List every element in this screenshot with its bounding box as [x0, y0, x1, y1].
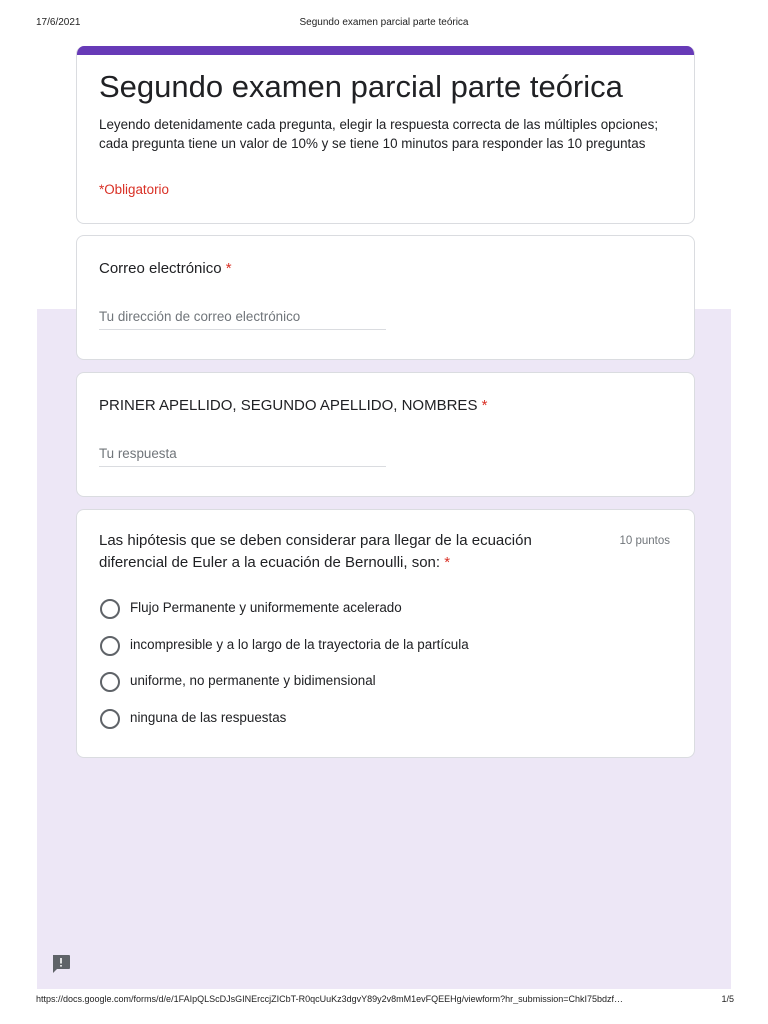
required-asterisk: *	[481, 397, 488, 414]
question-text: PRINER APELLIDO, SEGUNDO APELLIDO, NOMBRES	[99, 397, 478, 414]
question-label-name	[99, 395, 487, 417]
radio-option-label: Flujo Permanente y uniformemente acelerado	[130, 600, 402, 615]
question-points: 10 puntos	[619, 535, 670, 547]
question-label-email	[99, 258, 232, 280]
form-description: Leyendo detenidamente cada pregunta, elegir la respuesta correcta de las múltiples opciones; cada pregunta tiene un valor de 10% y se tiene 10 minutos para responder las 10 preguntas	[99, 117, 659, 151]
email-input[interactable]: Tu dirección de correo electrónico	[99, 308, 386, 330]
radio-option-label: incompresible y a lo largo de la trayectoria de la partícula	[130, 636, 469, 652]
question-text: Correo electrónico	[99, 260, 222, 277]
question-card-bernoulli	[76, 509, 695, 758]
form-title: Segundo examen parcial parte teórica	[99, 69, 623, 104]
radio-button[interactable]	[100, 599, 120, 619]
question-card-name	[76, 372, 695, 497]
page-number: 1/5	[721, 994, 734, 1004]
required-note: *Obligatorio	[99, 182, 169, 197]
print-title: Segundo examen parcial parte teórica	[299, 17, 469, 28]
print-date: 17/6/2021	[36, 17, 81, 28]
question-label-bernoulli	[99, 530, 569, 574]
radio-button[interactable]	[100, 709, 120, 729]
required-asterisk: *	[225, 260, 232, 277]
form-header-card	[76, 46, 695, 224]
print-footer	[0, 994, 768, 1008]
name-input[interactable]: Tu respuesta	[99, 445, 386, 467]
radio-option-label: ninguna de las respuestas	[130, 709, 287, 725]
print-header	[0, 17, 768, 31]
required-asterisk: *	[444, 554, 451, 571]
question-card-email	[76, 235, 695, 360]
radio-button[interactable]	[100, 636, 120, 656]
radio-button[interactable]	[100, 672, 120, 692]
form-accent-bar	[77, 46, 694, 55]
question-text: Las hipótesis que se deben considerar para llegar de la ecuación diferencial de Euler a la ecuación de Bernoulli, son:	[99, 532, 532, 571]
feedback-icon[interactable]	[50, 953, 72, 975]
print-url: https://docs.google.com/forms/d/e/1FAIpQLScDJsGINErccjZICbT-R0qcUuKz3dgvY89y2v8mM1evFQEEHg/viewform?hr_submission=ChkI75bdzf…	[36, 994, 623, 1004]
radio-option-label: uniforme, no permanente y bidimensional	[130, 673, 376, 688]
